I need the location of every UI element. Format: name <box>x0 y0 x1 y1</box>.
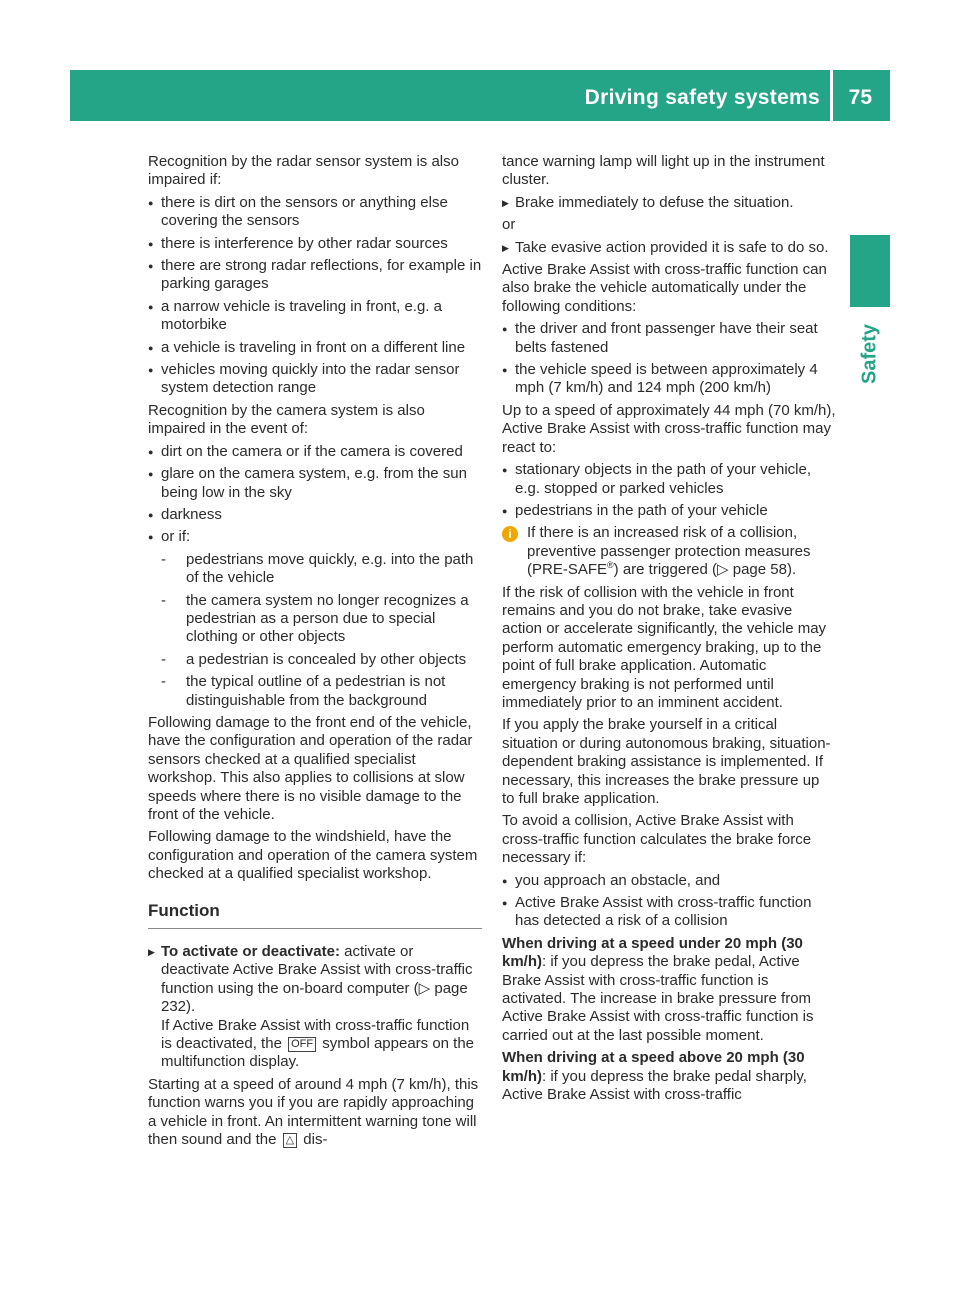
side-tab <box>846 312 894 396</box>
paragraph: Recognition by the radar sensor system is also impaired if: <box>148 153 459 189</box>
step-text: activate or deactivate Active Brake Assist with cross-traffic function using the on-board computer (▷ page 232). <box>161 943 473 1016</box>
paragraph-text: : if you depress the brake pedal, Active Brake Assist with cross-traffic function is activated. The increase in brake pressure from Active Brake Assist with cross-traffic function is carried out at the last possible moment. <box>502 953 814 1044</box>
distance-warning-lamp-icon: △ <box>283 1133 297 1148</box>
right-column <box>502 153 836 1109</box>
step-item: ▶ Take evasive action provided it is safe to do so. <box>502 239 836 257</box>
list-item: ● you approach an obstacle, and <box>502 872 836 890</box>
paragraph: Up to a speed of approximately 44 mph (70 km/h), Active Brake Assist with cross-traffic function may react to: <box>502 401 836 456</box>
list-item: ● a narrow vehicle is traveling in front, e.g. a motorbike <box>148 298 482 335</box>
list-item: ● a vehicle is traveling in front on a different line <box>148 339 482 357</box>
list-item: ● pedestrians in the path of your vehicle <box>502 502 836 520</box>
list-item: ● dirt on the camera or if the camera is covered <box>148 443 482 461</box>
info-text: ) are triggered (▷ page 58). <box>613 561 797 579</box>
list-item: ● the driver and front passenger have their seat belts fastened <box>502 320 836 357</box>
info-note <box>502 524 836 579</box>
step-text: If Active Brake Assist with cross-traffic function is deactivated, the <box>161 1016 470 1053</box>
sub-list-item: - a pedestrian is concealed by other objects <box>161 651 482 669</box>
step-item <box>148 943 482 1072</box>
brake-assist-off-icon: OFF <box>288 1037 316 1052</box>
page-number: 75 <box>848 86 872 109</box>
paragraph-lead: When driving at a speed under 20 mph (30 km/h) <box>502 934 803 971</box>
paragraph: Following damage to the front end of the vehicle, have the configuration and operation of the radar sensors checked at a qualified specialist workshop. This also applies to collisions at slow speeds where there is no visible damage to the front of the vehicle. <box>148 713 473 823</box>
header-title: Driving safety systems <box>584 86 820 109</box>
paragraph <box>502 1049 836 1104</box>
list-item: ● there are strong radar reflections, for example in parking garages <box>148 257 482 294</box>
paragraph: Following damage to the windshield, have the configuration and operation of the camera system checked at a qualified specialist workshop. <box>148 828 478 883</box>
paragraph-lead: When driving at a speed above 20 mph (30 km/h) <box>502 1049 805 1085</box>
paragraph-text: dis- <box>303 1131 328 1149</box>
paragraph: Recognition by the camera system is also impaired in the event of: <box>148 401 425 438</box>
side-tab-label: Safety <box>858 323 881 385</box>
side-tab-marker <box>850 235 890 307</box>
paragraph: tance warning lamp will light up in the instrument cluster. <box>502 153 825 189</box>
info-text: If there is an increased risk of a collision, preventive passenger protection measures (PRE-SAFE <box>527 524 811 579</box>
sub-list-item: - pedestrians move quickly, e.g. into the path of the vehicle <box>161 551 482 588</box>
left-column <box>148 153 482 1154</box>
page-header <box>70 70 890 121</box>
paragraph: or <box>502 216 516 234</box>
list-item: ● stationary objects in the path of your vehicle, e.g. stopped or parked vehicles <box>502 461 836 498</box>
header-divider <box>830 70 833 121</box>
paragraph <box>148 1076 482 1150</box>
list-item: ● there is interference by other radar sources <box>148 235 482 253</box>
paragraph-text: Starting at a speed of around 4 mph (7 km/h), this function warns you if you are rapidly approaching a vehicle in front. An intermittent warning tone will then sound and the <box>148 1075 479 1149</box>
paragraph: If the risk of collision with the vehicle in front remains and you do not brake, take evasive action or accelerate significantly, the vehicle may perform automatic emergency braking, up to the point of full brake application. Automatic emergency braking is not performed until immediately prior to an imminent accident. <box>502 583 827 711</box>
registered-mark: ® <box>607 560 614 571</box>
list-item: ● or if: <box>148 528 482 546</box>
paragraph: If you apply the brake yourself in a critical situation or during autonomous braking, situation-dependent braking assistance is implemented. If necessary, this increases the brake pressure up to full brake application. <box>502 716 831 807</box>
step-item: ▶ Brake immediately to defuse the situation. <box>502 194 836 212</box>
step-label: To activate or deactivate: <box>161 943 340 961</box>
list-item: ● there is dirt on the sensors or anything else covering the sensors <box>148 194 482 231</box>
sub-list-item: - the camera system no longer recognizes a pedestrian as a person due to special clothing or other objects <box>161 592 482 647</box>
step-text: symbol appears on the multifunction display. <box>161 1035 475 1071</box>
paragraph-text: : if you depress the brake pedal sharply, Active Brake Assist with cross-traffic <box>502 1067 807 1104</box>
list-item: ● darkness <box>148 506 482 524</box>
list-item: ● Active Brake Assist with cross-traffic function has detected a risk of a collision <box>502 894 836 931</box>
list-item: ● the vehicle speed is between approximately 4 mph (7 km/h) and 124 mph (200 km/h) <box>502 361 836 398</box>
list-item: ● glare on the camera system, e.g. from the sun being low in the sky <box>148 465 482 502</box>
paragraph <box>502 935 836 1045</box>
sub-list-item: - the typical outline of a pedestrian is not distinguishable from the background <box>161 673 482 710</box>
list-item: ● vehicles moving quickly into the radar sensor system detection range <box>148 361 482 398</box>
paragraph: To avoid a collision, Active Brake Assist with cross-traffic function calculates the brake force necessary if: <box>502 812 812 867</box>
paragraph: Active Brake Assist with cross-traffic function can also brake the vehicle automatically under the following conditions: <box>502 261 827 315</box>
info-icon: i <box>502 526 518 542</box>
section-heading: Function <box>148 902 482 929</box>
